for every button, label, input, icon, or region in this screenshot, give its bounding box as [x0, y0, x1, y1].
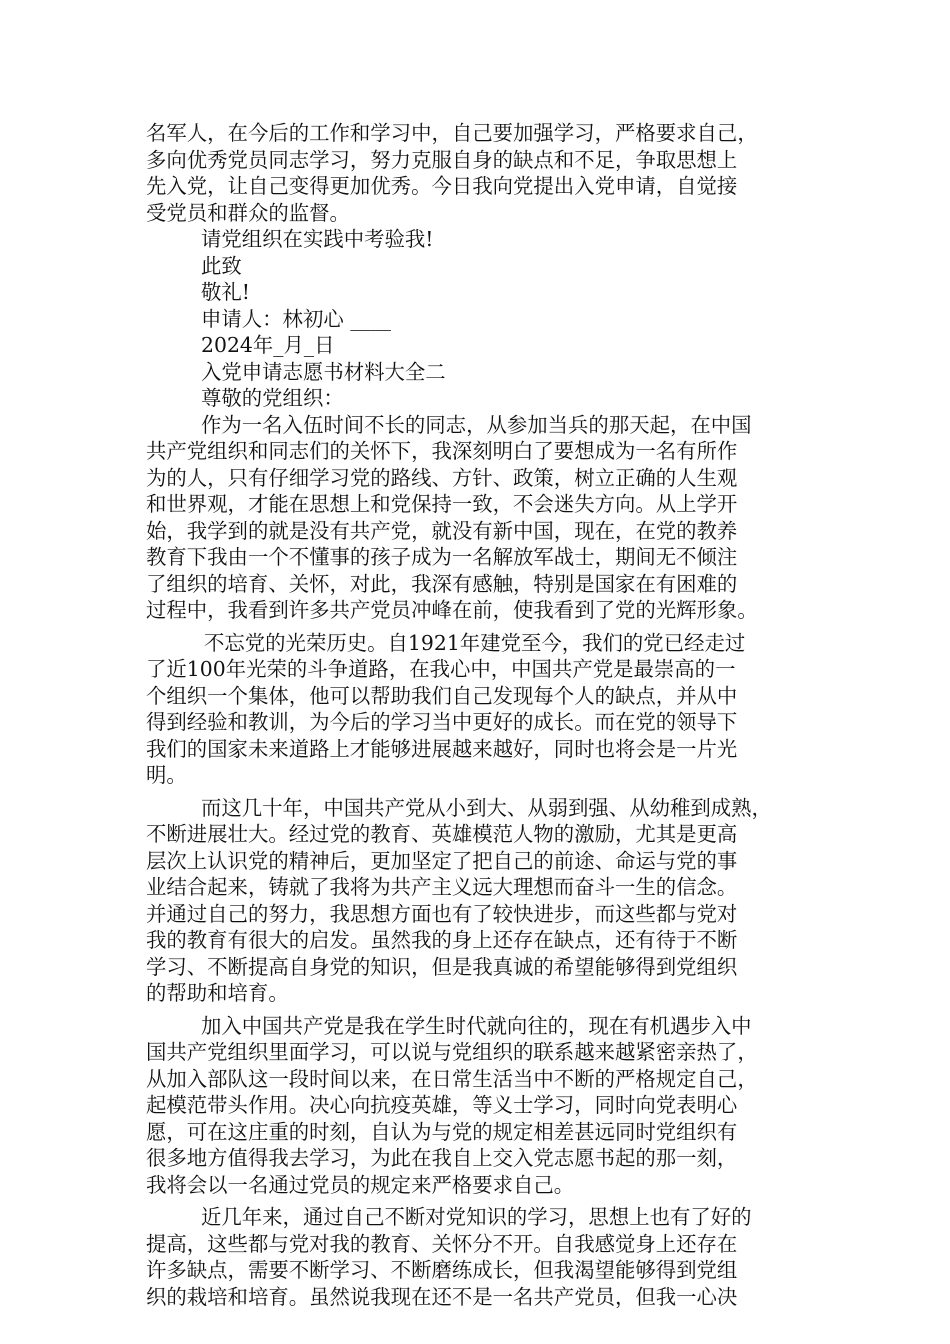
text-line: 受党员和群众的监督。 [146, 200, 350, 225]
text-line: 个组织一个集体，他可以帮助我们自己发现每个人的缺点，并从中 [146, 683, 738, 708]
text-line: 多向优秀党员同志学习，努力克服自身的缺点和不足，争取思想上 [146, 147, 738, 172]
text-line: 我将会以一名通过党员的规定来严格要求自己。 [146, 1172, 575, 1197]
text-line: 为的人，只有仔细学习党的路线、方针、政策，树立正确的人生观 [146, 465, 738, 490]
paragraph-start: 近几年来，通过自己不断对党知识的学习，思想上也有了好的 [201, 1205, 752, 1229]
text-line: 从加入部队这一段时间以来，在日常生活当中不断的严格规定自己， [146, 1066, 758, 1091]
text-line: 许多缺点，需要不断学习、不断磨练成长，但我渴望能够得到党组 [146, 1258, 738, 1282]
text-line: 共产党组织和同志们的关怀下，我深刻明白了要想成为一名有所作 [146, 439, 738, 463]
salutation-line: 敬礼! [201, 280, 250, 304]
text-line: 过程中，我看到许多共产党员冲峰在前，使我看到了党的光辉形象。 [146, 598, 758, 622]
text-line: 先入党，让自己变得更加优秀。今日我向党提出入党申请，自觉接 [146, 174, 738, 198]
text-line: 国共产党组织里面学习，可以说与党组织的联系越来越紧密亲热了， [146, 1040, 758, 1064]
text-line: 并通过自己的努力，我思想方面也有了较快进步，而这些都与党对 [146, 901, 738, 926]
text-line: 我的教育有很大的启发。虽然我的身上还存在缺点，还有待于不断 [146, 928, 738, 952]
closing-request: 请党组织在实践中考验我! [201, 227, 434, 251]
date-line: 2024年_月_日 [201, 333, 335, 357]
text-line: 层次上认识党的精神后，更加坚定了把自己的前途、命运与党的事 [146, 848, 738, 873]
text-line: 和世界观，才能在思想上和党保持一致，不会迷失方向。从上学开 [146, 492, 738, 516]
text-line: 教育下我由一个不懂事的孩子成为一名解放军战士，期间无不倾注 [146, 545, 738, 569]
text-line: 始，我学到的就是没有共产党，就没有新中国，现在，在党的教养 [146, 518, 738, 543]
applicant-line: 申请人：林初心 ____ [201, 306, 391, 331]
document-body [146, 120, 818, 1310]
paragraph-start: 加入中国共产党是我在学生时代就向往的，现在有机遇步入中 [201, 1013, 752, 1038]
text-line: 学习、不断提高自身党的知识，但是我真诚的希望能够得到党组织 [146, 954, 738, 979]
text-line: 不断进展壮大。经过党的教育、英雄模范人物的激励，尤其是更高 [146, 822, 738, 846]
salutation-line: 此致 [201, 253, 242, 278]
text-line: 的帮助和培育。 [146, 981, 289, 1005]
text-line: 愿，可在这庄重的时刻，自认为与党的规定相差甚远同时党组织有 [146, 1119, 738, 1144]
text-line: 织的栽培和培育。虽然说我现在还不是一名共产党员，但我一心决 [146, 1284, 738, 1309]
text-line: 业结合起来，铸就了我将为共产主义远大理想而奋斗一生的信念。 [146, 875, 738, 899]
text-line: 提高，这些都与党对我的教育、关怀分不开。自我感觉身上还存在 [146, 1231, 738, 1256]
section-title: 入党申请志愿书材料大全二 [201, 359, 446, 384]
text-line: 了组织的培育、关怀，对此，我深有感触，特别是国家在有困难的 [146, 571, 738, 596]
text-line: 很多地方值得我去学习，为此在我自上交入党志愿书起的那一刻， [146, 1146, 738, 1170]
text-line: 我们的国家未来道路上才能够进展越来越好，同时也将会是一片光 [146, 736, 738, 761]
text-line: 得到经验和教训，为今后的学习当中更好的成长。而在党的领导下 [146, 710, 738, 734]
text-line: 了近100年光荣的斗争道路，在我心中，中国共产党是最崇高的一 [146, 657, 736, 681]
text-line: 明。 [146, 763, 187, 787]
greeting-line: 尊敬的党组织： [201, 386, 344, 410]
text-line: 名军人，在今后的工作和学习中，自己要加强学习，严格要求自己， [146, 121, 758, 145]
paragraph-start: 不忘党的光荣历史。自1921年建党至今，我们的党已经走过 [204, 630, 746, 655]
text-line: 起模范带头作用。决心向抗疫英雄，等义士学习，同时向党表明心 [146, 1093, 738, 1117]
paragraph-start: 作为一名入伍时间不长的同志，从参加当兵的那天起，在中国 [201, 412, 752, 437]
paragraph-start: 而这几十年，中国共产党从小到大、从弱到强、从幼稚到成熟， [201, 795, 772, 820]
